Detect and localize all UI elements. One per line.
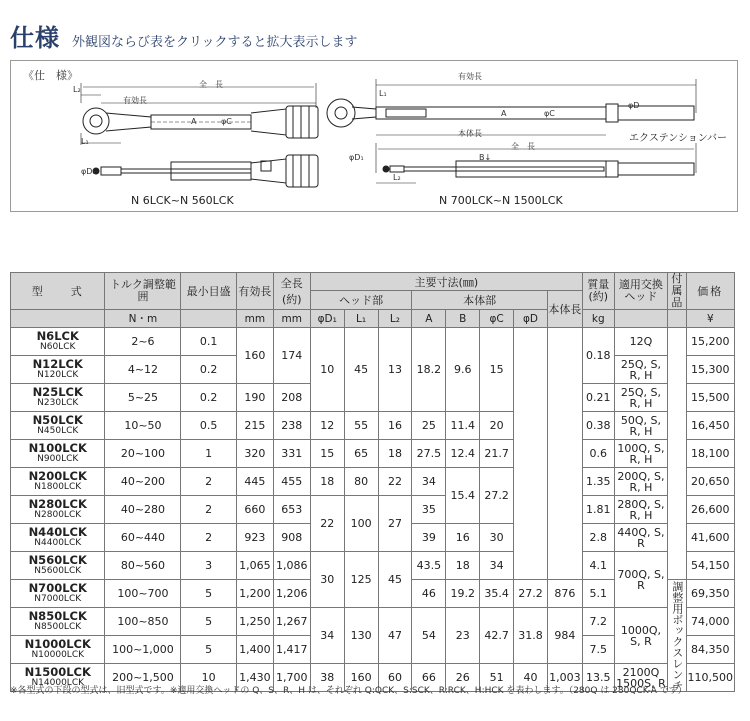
min-scale-cell: 0.1 <box>181 328 236 356</box>
price-cell: 69,350 <box>686 580 734 608</box>
l1-cell: 80 <box>344 468 378 496</box>
d1-cell: 15 <box>310 440 344 468</box>
torque-cell: 200~1,500 <box>105 664 181 692</box>
price-cell: 15,200 <box>686 328 734 356</box>
min-scale-cell: 3 <box>181 552 236 580</box>
a-cell: 46 <box>412 580 446 608</box>
a-cell: 39 <box>412 524 446 552</box>
c-cell: 15 <box>480 328 514 412</box>
label-total-length-left: 全 長 <box>199 80 223 89</box>
total-length-cell: 238 <box>273 412 310 440</box>
l2-cell: 13 <box>378 328 412 412</box>
effective-length-cell: 1,400 <box>236 636 273 664</box>
label-phid-right: φD <box>628 101 640 110</box>
header-unit-mm2: mm <box>273 310 310 328</box>
model-cell: N850LCK N8500LCK <box>11 608 105 636</box>
head-cell: 700Q, S, R <box>614 552 667 608</box>
torque-cell: 40~280 <box>105 496 181 524</box>
header-min-scale: 最小目盛 <box>181 273 236 310</box>
table-row <box>11 496 735 524</box>
label-body-length-right: 本体長 <box>458 129 482 138</box>
head-cell: 280Q, S, R, H <box>614 496 667 524</box>
label-total-length-right: 全 長 <box>511 142 535 151</box>
a-cell: 18.2 <box>412 328 446 412</box>
mass-cell: 7.2 <box>582 608 614 636</box>
model-cell: N440LCK N4400LCK <box>11 524 105 552</box>
d1-cell: 12 <box>310 412 344 440</box>
c-cell: 42.7 <box>480 608 514 664</box>
table-row <box>11 608 735 636</box>
model-cell: N25LCK N230LCK <box>11 384 105 412</box>
caption-right: N 700LCK~N 1500LCK <box>439 194 563 207</box>
a-cell: 66 <box>412 664 446 692</box>
c-cell: 20 <box>480 412 514 440</box>
header-l2: L₂ <box>378 310 412 328</box>
torque-cell: 2~6 <box>105 328 181 356</box>
l1-cell: 130 <box>344 608 378 664</box>
total-length-cell: 208 <box>273 384 310 412</box>
c-cell: 34 <box>480 552 514 580</box>
l1-cell: 160 <box>344 664 378 692</box>
effective-length-cell: 215 <box>236 412 273 440</box>
effective-length-cell: 190 <box>236 384 273 412</box>
torque-cell: 100~1,000 <box>105 636 181 664</box>
effective-length-cell: 1,250 <box>236 608 273 636</box>
price-cell: 26,600 <box>686 496 734 524</box>
model-cell: N280LCK N2800LCK <box>11 496 105 524</box>
footnote: ※各型式の下段の型式は、旧型式です。※適用交換ヘッドの Q、S、R、H は、それぞれ Q:QCK、S:SCK、R:RCK、H:HCK を表わします。（280Q は 280QCK-A です） <box>10 686 687 696</box>
page-subtitle: 外観図ならび表をクリックすると拡大表示します <box>72 35 358 50</box>
min-scale-cell: 10 <box>181 664 236 692</box>
c-cell: 30 <box>480 524 514 552</box>
l1-cell: 125 <box>344 552 378 608</box>
l2-cell: 18 <box>378 440 412 468</box>
label-phid1-left: φD₁ <box>81 167 96 176</box>
b-cell: 19.2 <box>446 580 480 608</box>
d1-cell: 34 <box>310 608 344 664</box>
body-length-cell <box>547 328 582 580</box>
mass-cell: 0.21 <box>582 384 614 412</box>
header-unit-hex <box>614 310 667 328</box>
effective-length-cell: 445 <box>236 468 273 496</box>
total-length-cell: 1,700 <box>273 664 310 692</box>
mass-cell: 2.8 <box>582 524 614 552</box>
table-row <box>11 440 735 468</box>
a-cell: 25 <box>412 412 446 440</box>
min-scale-cell: 0.2 <box>181 356 236 384</box>
b-cell: 9.6 <box>446 328 480 412</box>
mass-cell: 0.38 <box>582 412 614 440</box>
accessory-cell <box>668 328 686 580</box>
a-cell: 35 <box>412 496 446 524</box>
torque-cell: 100~850 <box>105 608 181 636</box>
model-cell: N700LCK N7000LCK <box>11 580 105 608</box>
l2-cell: 22 <box>378 468 412 496</box>
label-effective-length-left: 有効長 <box>123 96 147 105</box>
accessory-cell: 調整用ボックスレンチ <box>668 580 686 692</box>
total-length-cell: 1,417 <box>273 636 310 664</box>
model-cell: N1000LCK N10000LCK <box>11 636 105 664</box>
a-cell: 43.5 <box>412 552 446 580</box>
c-cell: 51 <box>480 664 514 692</box>
b-cell: 23 <box>446 608 480 664</box>
mass-cell: 1.81 <box>582 496 614 524</box>
a-cell: 54 <box>412 608 446 664</box>
effective-length-cell: 1,430 <box>236 664 273 692</box>
header-mass: 質量(約) <box>582 273 614 310</box>
mass-cell: 5.1 <box>582 580 614 608</box>
label-effective-length-right: 有効長 <box>458 72 482 81</box>
model-cell: N1500LCK N14000LCK <box>11 664 105 692</box>
l2-cell: 60 <box>378 664 412 692</box>
torque-cell: 100~700 <box>105 580 181 608</box>
model-cell: N100LCK N900LCK <box>11 440 105 468</box>
torque-cell: 20~100 <box>105 440 181 468</box>
page-title: 仕様 <box>10 24 60 52</box>
price-cell: 41,600 <box>686 524 734 552</box>
mass-cell: 7.5 <box>582 636 614 664</box>
diagram-label: 《仕 様》 <box>23 69 78 82</box>
model-cell: N50LCK N450LCK <box>11 412 105 440</box>
l1-cell: 100 <box>344 496 378 552</box>
d1-cell: 38 <box>310 664 344 692</box>
label-l2-left: L₂ <box>73 85 81 94</box>
header-model: 型 式 <box>11 273 105 310</box>
model-cell: N12LCK N120LCK <box>11 356 105 384</box>
header-b: B <box>446 310 480 328</box>
total-length-cell: 174 <box>273 328 310 384</box>
min-scale-cell: 2 <box>181 496 236 524</box>
head-cell: 50Q, S, R, H <box>614 412 667 440</box>
effective-length-cell: 1,065 <box>236 552 273 580</box>
head-cell: 200Q, S, R, H <box>614 468 667 496</box>
spec-table <box>10 272 735 692</box>
l2-cell: 27 <box>378 496 412 552</box>
torque-cell: 4~12 <box>105 356 181 384</box>
price-cell: 15,500 <box>686 384 734 412</box>
l1-cell: 55 <box>344 412 378 440</box>
d1-cell: 18 <box>310 468 344 496</box>
page-header <box>10 18 357 50</box>
label-a-left: A <box>191 117 197 126</box>
header-unit-acc <box>668 310 686 328</box>
spec-table-container[interactable] <box>10 272 735 692</box>
table-row <box>11 552 735 580</box>
header-c: φC <box>480 310 514 328</box>
mass-cell: 1.35 <box>582 468 614 496</box>
total-length-cell: 1,206 <box>273 580 310 608</box>
header-body-length: 本体長 <box>547 291 582 328</box>
min-scale-cell: 5 <box>181 608 236 636</box>
l2-cell: 47 <box>378 608 412 664</box>
label-l1-left: L₁ <box>81 137 89 146</box>
b-cell: 18 <box>446 552 480 580</box>
torque-cell: 40~200 <box>105 468 181 496</box>
min-scale-cell: 0.2 <box>181 384 236 412</box>
price-cell: 74,000 <box>686 608 734 636</box>
header-body-part: 本体部 <box>412 291 548 310</box>
head-cell: 2100Q 1500S, R <box>616 665 666 690</box>
d-cell: 40 <box>514 664 548 692</box>
effective-length-cell: 1,200 <box>236 580 273 608</box>
b-cell: 16 <box>446 524 480 552</box>
label-l2-right: L₂ <box>393 173 401 182</box>
header-d: φD <box>514 310 548 328</box>
mass-cell: 13.5 <box>582 664 614 692</box>
header-effective-length: 有効長 <box>236 273 273 310</box>
label-a-right: A <box>501 109 507 118</box>
head-cell: 1000Q, S, R <box>614 608 667 664</box>
price-cell: 18,100 <box>686 440 734 468</box>
header-a: A <box>412 310 446 328</box>
label-phic-left: φC <box>221 117 232 126</box>
table-row <box>11 468 735 496</box>
label-extension-bar: エクステンションバー <box>629 133 728 144</box>
total-length-cell: 1,086 <box>273 552 310 580</box>
b-cell: 26 <box>446 664 480 692</box>
a-cell: 27.5 <box>412 440 446 468</box>
header-torque: トルク調整範囲 <box>105 273 181 310</box>
effective-length-cell: 320 <box>236 440 273 468</box>
body-length-cell: 876 <box>547 580 582 608</box>
min-scale-cell: 5 <box>181 636 236 664</box>
d1-cell: 30 <box>310 552 344 608</box>
header-main-dimensions: 主要寸法(㎜) <box>310 273 582 291</box>
price-cell: 84,350 <box>686 636 734 664</box>
torque-cell: 60~440 <box>105 524 181 552</box>
label-b-right: B↓ <box>479 153 492 162</box>
b-cell: 12.4 <box>446 440 480 468</box>
effective-length-cell: 923 <box>236 524 273 552</box>
head-cell: 12Q <box>614 328 667 356</box>
head-cell: 25Q, S, R, H <box>614 384 667 412</box>
model-cell: N6LCK N60LCK <box>11 328 105 356</box>
l1-cell: 45 <box>344 328 378 412</box>
b-cell: 11.4 <box>446 412 480 440</box>
torque-cell: 5~25 <box>105 384 181 412</box>
header-price: 価格 <box>686 273 734 310</box>
mass-cell: 4.1 <box>582 552 614 580</box>
price-cell: 20,650 <box>686 468 734 496</box>
header-unit-yen: ¥ <box>686 310 734 328</box>
price-cell: 110,500 <box>686 664 734 692</box>
body-length-cell: 984 <box>547 608 582 664</box>
header-applicable-head: 適用交換ヘッド <box>614 273 667 310</box>
min-scale-cell: 2 <box>181 524 236 552</box>
wrench-drawing-left <box>61 73 341 193</box>
header-unit-torque: N・m <box>105 310 181 328</box>
total-length-cell: 653 <box>273 496 310 524</box>
caption-left: N 6LCK~N 560LCK <box>131 194 234 207</box>
head-cell: 100Q, S, R, H <box>614 440 667 468</box>
effective-length-cell: 660 <box>236 496 273 524</box>
torque-cell: 10~50 <box>105 412 181 440</box>
l2-cell: 45 <box>378 552 412 608</box>
b-cell: 15.4 <box>446 468 480 524</box>
table-row <box>11 328 735 356</box>
torque-cell: 80~560 <box>105 552 181 580</box>
c-cell: 21.7 <box>480 440 514 468</box>
header-unit-mm1: mm <box>236 310 273 328</box>
c-cell: 35.4 <box>480 580 514 608</box>
total-length-cell: 331 <box>273 440 310 468</box>
total-length-cell: 1,267 <box>273 608 310 636</box>
d1-cell: 10 <box>310 328 344 412</box>
price-cell: 54,150 <box>686 552 734 580</box>
effective-length-cell: 160 <box>236 328 273 384</box>
total-length-cell: 908 <box>273 524 310 552</box>
l2-cell: 16 <box>378 412 412 440</box>
head-cell: 25Q, S, R, H <box>614 356 667 384</box>
d-cell: 31.8 <box>514 608 548 664</box>
model-cell: N560LCK N5600LCK <box>11 552 105 580</box>
d1-cell: 22 <box>310 496 344 552</box>
spec-diagram[interactable] <box>10 60 738 212</box>
min-scale-cell: 2 <box>181 468 236 496</box>
total-length-cell: 455 <box>273 468 310 496</box>
min-scale-cell: 1 <box>181 440 236 468</box>
a-cell: 34 <box>412 468 446 496</box>
label-phid1-right: φD₁ <box>349 153 364 162</box>
body-length-cell: 1,003 <box>547 664 582 692</box>
min-scale-cell: 0.5 <box>181 412 236 440</box>
header-blank <box>11 310 105 328</box>
c-cell: 27.2 <box>480 468 514 524</box>
header-total-length: 全長(約) <box>273 273 310 310</box>
table-row <box>11 412 735 440</box>
header-head-part: ヘッド部 <box>310 291 412 310</box>
head-cell: 440Q, S, R <box>614 524 667 552</box>
d-cell: 27.2 <box>514 580 548 608</box>
header-d1: φD₁ <box>310 310 344 328</box>
price-cell: 16,450 <box>686 412 734 440</box>
header-unit-kg: kg <box>582 310 614 328</box>
mass-cell: 0.18 <box>582 328 614 384</box>
price-cell: 15,300 <box>686 356 734 384</box>
min-scale-cell: 5 <box>181 580 236 608</box>
model-cell: N200LCK N1800LCK <box>11 468 105 496</box>
mass-cell: 0.6 <box>582 440 614 468</box>
header-l1: L₁ <box>344 310 378 328</box>
l1-cell: 65 <box>344 440 378 468</box>
d-cell <box>514 328 548 580</box>
header-unit-min <box>181 310 236 328</box>
header-accessory: 付属品 <box>668 273 686 310</box>
label-phic-right: φC <box>544 109 555 118</box>
label-l1-right: L₁ <box>379 89 387 98</box>
